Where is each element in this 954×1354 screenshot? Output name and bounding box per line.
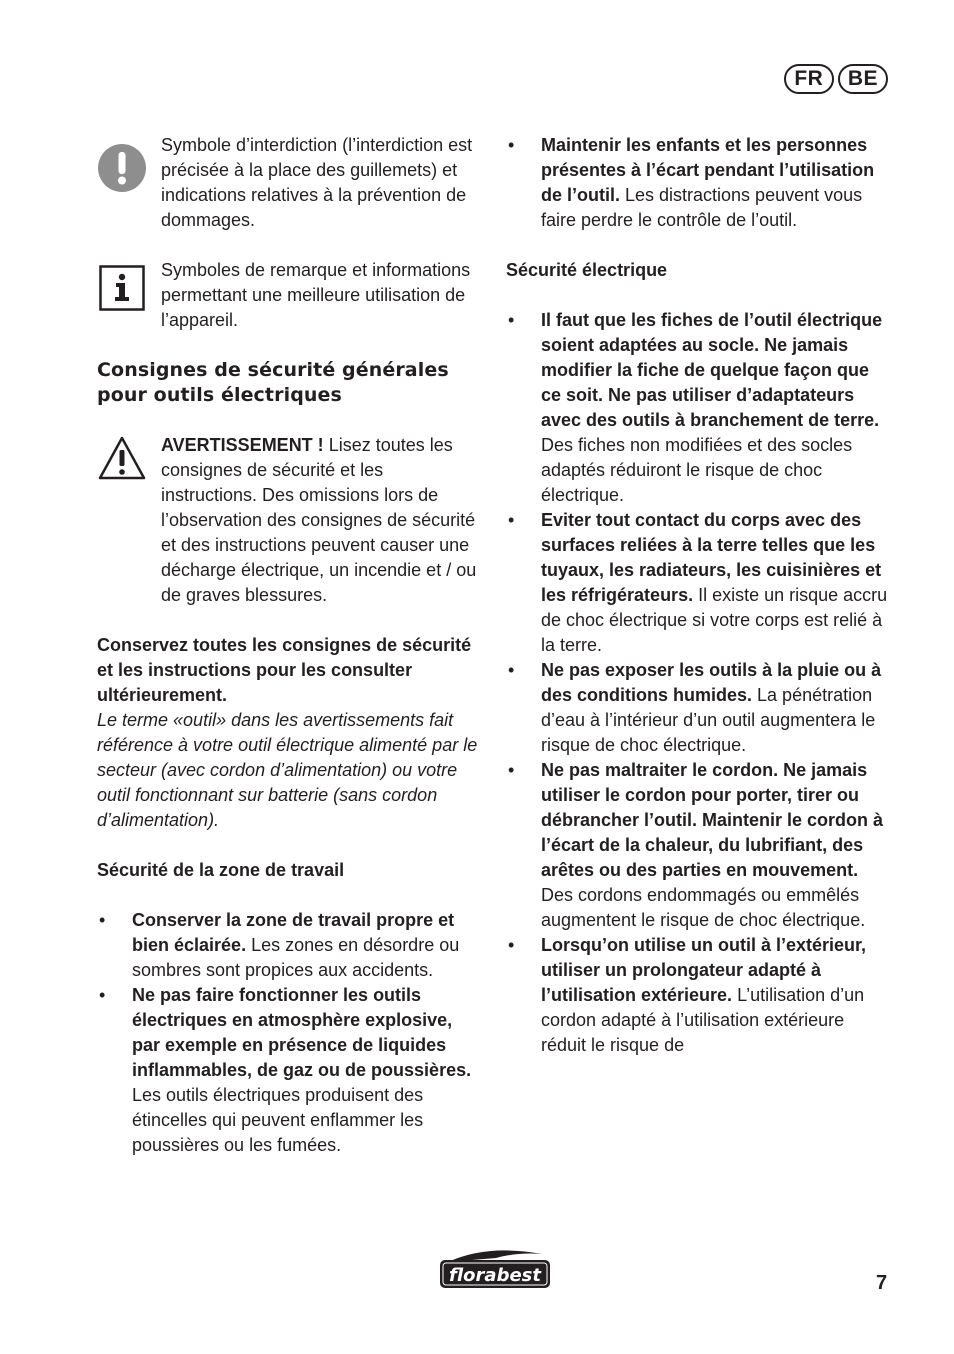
warning-label: AVERTISSEMENT ! [161, 435, 324, 455]
section-title: Consignes de sécurité générales pour outils électriques [97, 359, 449, 406]
work-area-list [97, 908, 482, 1158]
logo-text: florabest [449, 1265, 541, 1286]
list-item: • Maintenir les enfants et les personnes présentes à l’écart pendant l’utilisation de l’outil. Les distractions peuvent vous faire perdre le contrôle de l’outil. [506, 133, 890, 233]
symbol-prohibition [97, 133, 482, 233]
warning-text: Lisez toutes les consignes de sécurité et les instructions. Des omissions lors de l’observation des consignes de sécurité et des instructions peuvent causer une décharge électrique, un incendie et / ou de graves blessures. [161, 435, 477, 605]
warning-paragraph [161, 433, 482, 608]
tool-definition: Le terme «outil» dans les avertissements fait référence à votre outil électrique alimenté par le secteur (avec cordon d’alimentation) ou votre outil fonctionnant sur batterie (sans cordon d’alimentation). [97, 710, 478, 830]
warning-triangle-icon [97, 435, 147, 481]
lang-badge-be: BE [838, 64, 888, 94]
right-column [506, 133, 890, 1058]
symbol-prohibition-text: Symbole d’interdiction (l’interdiction est précisée à la place des guillemets) et indications relatives à la prévention de dommages. [161, 135, 473, 230]
list-item: • Il faut que les fiches de l’outil électrique soient adaptées au socle. Ne jamais modifier la fiche de quelque façon que ce soit. Ne pas utiliser d’adaptateurs avec des outils à branchement de terre. Des fiches non modifiées et des socles adaptés réduiront le risque de choc électrique. [506, 308, 890, 508]
page-number: 7 [876, 1272, 888, 1294]
exclamation-circle-icon [97, 143, 147, 193]
electrical-safety-list [506, 308, 890, 1058]
electrical-safety-title: Sécurité électrique [506, 260, 668, 280]
language-badges [784, 64, 888, 94]
list-item: • Ne pas maltraiter le cordon. Ne jamais utiliser le cordon pour porter, tirer ou débrancher l’outil. Maintenir le cordon à l’écart de la chaleur, du lubrifiant, des arêtes ou des parties en mouvement. Des cordons endommagés ou emmêlés augmentent le risque de choc électrique. [506, 758, 890, 933]
list-item: • Ne pas exposer les outils à la pluie ou à des conditions humides. La pénétration d’eau à l’intérieur d’un outil augmentera le risque de choc électrique. [506, 658, 890, 758]
left-column [97, 133, 482, 1158]
work-area-list-continued [506, 133, 890, 233]
symbol-info-text: Symboles de remarque et informations permettant une meilleure utilisation de l’appareil. [161, 260, 471, 330]
work-area-title: Sécurité de la zone de travail [97, 860, 345, 880]
keep-instructions: Conservez toutes les consignes de sécurité et les instructions pour les consulter ultérieurement. [97, 635, 472, 705]
list-item: • Eviter tout contact du corps avec des surfaces reliées à la terre telles que les tuyaux, les radiateurs, les cuisinières et les réfrigérateurs. Il existe un risque accru de choc électrique si votre corps est relié à la terre. [506, 508, 890, 658]
florabest-logo [438, 1246, 552, 1290]
symbol-info [97, 258, 482, 333]
lang-badge-fr: FR [784, 64, 834, 94]
list-item: • Ne pas faire fonctionner les outils électriques en atmosphère explosive, par exemple en présence de liquides inflammables, de gaz ou de poussières. Les outils électriques produisent des étincelles qui peuvent enflammer les poussières ou les fumées. [97, 983, 482, 1158]
list-item: • Conserver la zone de travail propre et bien éclairée. Les zones en désordre ou sombres sont propices aux accidents. [97, 908, 482, 983]
info-box-icon [99, 265, 145, 311]
warning-block [97, 433, 482, 608]
list-item: • Lorsqu’on utilise un outil à l’extérieur, utiliser un prolongateur adapté à l’utilisation extérieure. L’utilisation d’un cordon adapté à l’utilisation extérieure réduit le risque de [506, 933, 890, 1058]
